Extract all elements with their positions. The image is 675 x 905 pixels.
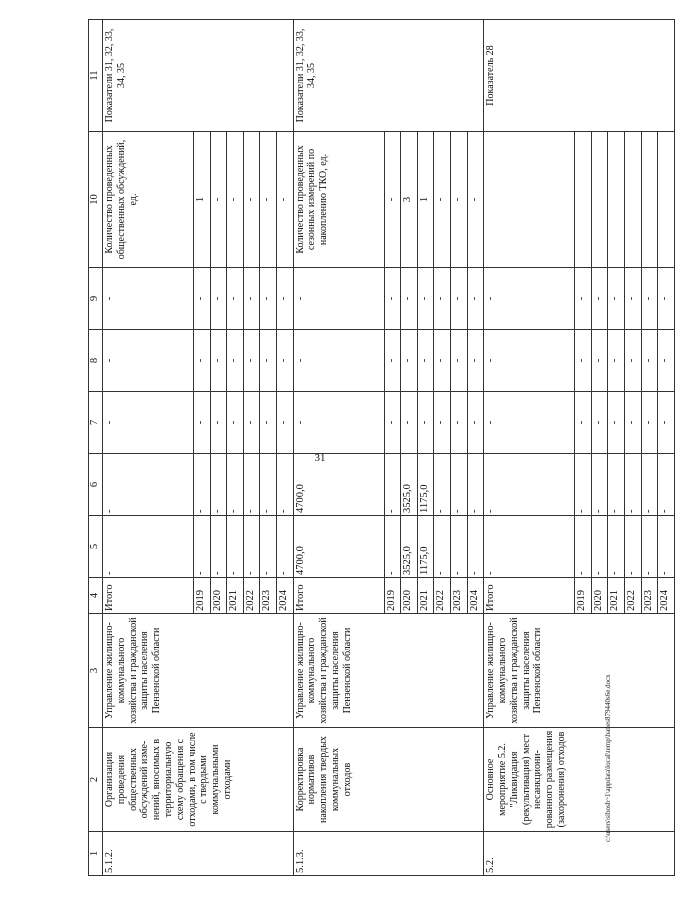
total-value: - [484, 330, 575, 392]
year-value: - [641, 268, 658, 330]
year-value: - [227, 330, 244, 392]
executor: Управление жилищно-коммунального хозяйства и гражданской защиты населения Пензенской области [103, 614, 294, 728]
indicator-year-value [575, 132, 592, 268]
year-value: - [591, 516, 608, 578]
indicator-year-value [641, 132, 658, 268]
total-value: - [103, 454, 194, 516]
indicator-year-value: - [467, 132, 484, 268]
year-value: - [641, 330, 658, 392]
year-value: - [227, 516, 244, 578]
table-row [484, 20, 575, 876]
column-header: 8 [89, 330, 103, 392]
year-value: - [658, 268, 675, 330]
year-value: - [194, 516, 211, 578]
year-value: - [658, 454, 675, 516]
year-value: - [450, 392, 467, 454]
year-value: - [194, 268, 211, 330]
year-value: - [243, 454, 260, 516]
year-value: - [384, 454, 401, 516]
year-value: - [608, 330, 625, 392]
year-value: - [210, 516, 227, 578]
table-row [103, 20, 194, 876]
year-value: - [641, 392, 658, 454]
year-label: 2020 [401, 578, 418, 614]
year-value: - [194, 454, 211, 516]
total-value: - [103, 392, 194, 454]
year-value: - [417, 392, 434, 454]
total-value: - [293, 330, 384, 392]
row-number: 5.2. [484, 832, 675, 876]
year-value: - [608, 454, 625, 516]
year-value: - [608, 268, 625, 330]
indicator-year-value [658, 132, 675, 268]
year-value: - [194, 392, 211, 454]
year-value: - [575, 268, 592, 330]
year-label: 2022 [624, 578, 641, 614]
rotated-page [88, 20, 671, 876]
total-value: - [484, 516, 575, 578]
year-value: - [467, 516, 484, 578]
year-value: - [467, 268, 484, 330]
year-value: - [243, 330, 260, 392]
total-value: 4700,0 [293, 454, 384, 516]
column-header: 4 [89, 578, 103, 614]
column-header: 3 [89, 614, 103, 728]
year-value: - [434, 268, 451, 330]
table-body [89, 20, 675, 876]
page-number: 31 [314, 452, 326, 464]
event-name: Организация проведения общественных обсуждений изме-нений, вносимых в территориальную схему обращения с отходами, в том числе с твердыми коммунальными отходами [103, 728, 294, 832]
year-value: - [384, 330, 401, 392]
year-label: 2019 [194, 578, 211, 614]
year-value: - [624, 454, 641, 516]
year-value: - [260, 516, 277, 578]
year-value: - [243, 516, 260, 578]
year-label: 2023 [641, 578, 658, 614]
year-value: - [210, 392, 227, 454]
year-value: - [384, 516, 401, 578]
year-value: - [276, 392, 293, 454]
year-value: 1175,0 [417, 454, 434, 516]
indicator-year-value: - [276, 132, 293, 268]
year-value: - [591, 330, 608, 392]
total-value: - [484, 454, 575, 516]
year-label: 2021 [417, 578, 434, 614]
year-label: 2024 [276, 578, 293, 614]
column-header: 2 [89, 728, 103, 832]
indicator-year-value: - [260, 132, 277, 268]
executor: Управление жилищно-коммунального хозяйства и гражданской защиты населения Пензенской области [293, 614, 484, 728]
event-name: Основное мероприятие 5.2. "Ликвидация (рекультивация) мест несанкциони-рованного размещения (захоронения) отходов [484, 728, 675, 832]
year-value: - [608, 392, 625, 454]
event-name: Корректировка нормативов накопления твердых коммунальных отходов [293, 728, 484, 832]
year-label: 2024 [467, 578, 484, 614]
year-value: 1175,0 [417, 516, 434, 578]
year-value: - [384, 392, 401, 454]
year-value: - [260, 330, 277, 392]
year-value: - [467, 454, 484, 516]
year-value: - [624, 268, 641, 330]
executor: Управление жилищно-коммунального хозяйства и гражданской защиты населения Пензенской области [484, 614, 675, 728]
total-value: - [293, 392, 384, 454]
indicator-year-value [608, 132, 625, 268]
year-label: 2020 [210, 578, 227, 614]
year-value: - [417, 268, 434, 330]
total-value: - [484, 268, 575, 330]
year-value: - [401, 268, 418, 330]
column-header: 11 [89, 20, 103, 132]
year-value: - [434, 392, 451, 454]
year-label: 2021 [227, 578, 244, 614]
year-value: - [624, 330, 641, 392]
indicator-name: Количество проведенных общественных обсуждений, ед. [103, 132, 194, 268]
measures-table [88, 19, 675, 876]
year-label: 2023 [260, 578, 277, 614]
year-value: - [450, 330, 467, 392]
year-value: 3525,0 [401, 454, 418, 516]
year-value: - [210, 330, 227, 392]
total-value: - [103, 268, 194, 330]
indicator-year-value: - [210, 132, 227, 268]
year-value: - [243, 392, 260, 454]
year-value: - [276, 268, 293, 330]
total-value: - [484, 392, 575, 454]
total-value: 4700,0 [293, 516, 384, 578]
row-number: 5.1.3. [293, 832, 484, 876]
column-header: 5 [89, 516, 103, 578]
year-value: - [575, 392, 592, 454]
column-header: 1 [89, 832, 103, 876]
total-label: Итого [484, 578, 575, 614]
year-value: - [194, 330, 211, 392]
year-value: - [641, 516, 658, 578]
indicator-ref: Показатель 28 [484, 20, 675, 132]
year-label: 2022 [243, 578, 260, 614]
year-value: - [384, 268, 401, 330]
indicator-year-value [624, 132, 641, 268]
year-value: - [434, 454, 451, 516]
year-value: - [658, 392, 675, 454]
year-value: - [658, 516, 675, 578]
year-value: - [434, 516, 451, 578]
year-value: - [575, 454, 592, 516]
column-header: 9 [89, 268, 103, 330]
year-value: - [434, 330, 451, 392]
total-value: - [293, 268, 384, 330]
indicator-year-value: - [384, 132, 401, 268]
year-value: - [608, 516, 625, 578]
row-number: 5.1.2. [103, 832, 294, 876]
year-value: - [591, 454, 608, 516]
total-value: - [103, 330, 194, 392]
indicator-ref: Показатели 31, 32, 33, 34, 35 [103, 20, 294, 132]
column-header: 7 [89, 392, 103, 454]
indicator-year-value: - [434, 132, 451, 268]
year-label: 2020 [591, 578, 608, 614]
indicator-name: Количество проведенных сезонных измерений по накоплению ТКО, ед. [293, 132, 384, 268]
year-value: - [276, 516, 293, 578]
total-label: Итого [103, 578, 194, 614]
indicator-year-value: 1 [417, 132, 434, 268]
indicator-year-value: - [227, 132, 244, 268]
indicator-name [484, 132, 575, 268]
year-value: - [276, 454, 293, 516]
footer-path: c:\users\sibosh~1\appdata\local\temp\bat\es879440s6e.docx [604, 674, 612, 842]
header-row [89, 20, 103, 876]
year-value: - [467, 392, 484, 454]
indicator-ref: Показатели 31, 32, 33, 34, 35 [293, 20, 484, 132]
year-value: - [658, 330, 675, 392]
year-value: - [450, 268, 467, 330]
year-value: - [575, 330, 592, 392]
year-value: - [450, 516, 467, 578]
indicator-year-value [591, 132, 608, 268]
year-value: - [260, 392, 277, 454]
year-value: - [227, 454, 244, 516]
indicator-year-value: - [243, 132, 260, 268]
year-value: - [210, 454, 227, 516]
year-value: - [227, 392, 244, 454]
year-value: - [467, 330, 484, 392]
year-value: - [210, 268, 227, 330]
year-value: - [276, 330, 293, 392]
indicator-year-value: 1 [194, 132, 211, 268]
year-label: 2019 [384, 578, 401, 614]
year-value: - [575, 516, 592, 578]
column-header: 6 [89, 454, 103, 516]
year-value: - [227, 268, 244, 330]
year-value: - [401, 392, 418, 454]
year-label: 2024 [658, 578, 675, 614]
year-value: - [243, 268, 260, 330]
year-value: 3525,0 [401, 516, 418, 578]
year-value: - [641, 454, 658, 516]
year-value: - [624, 516, 641, 578]
year-value: - [450, 454, 467, 516]
year-label: 2023 [450, 578, 467, 614]
year-label: 2019 [575, 578, 592, 614]
year-label: 2021 [608, 578, 625, 614]
year-value: - [260, 454, 277, 516]
year-value: - [591, 268, 608, 330]
column-header: 10 [89, 132, 103, 268]
indicator-year-value: 3 [401, 132, 418, 268]
year-value: - [260, 268, 277, 330]
year-label: 2022 [434, 578, 451, 614]
total-label: Итого [293, 578, 384, 614]
year-value: - [624, 392, 641, 454]
table-row [293, 20, 384, 876]
indicator-year-value: - [450, 132, 467, 268]
total-value: - [103, 516, 194, 578]
year-value: - [591, 392, 608, 454]
year-value: - [401, 330, 418, 392]
year-value: - [417, 330, 434, 392]
